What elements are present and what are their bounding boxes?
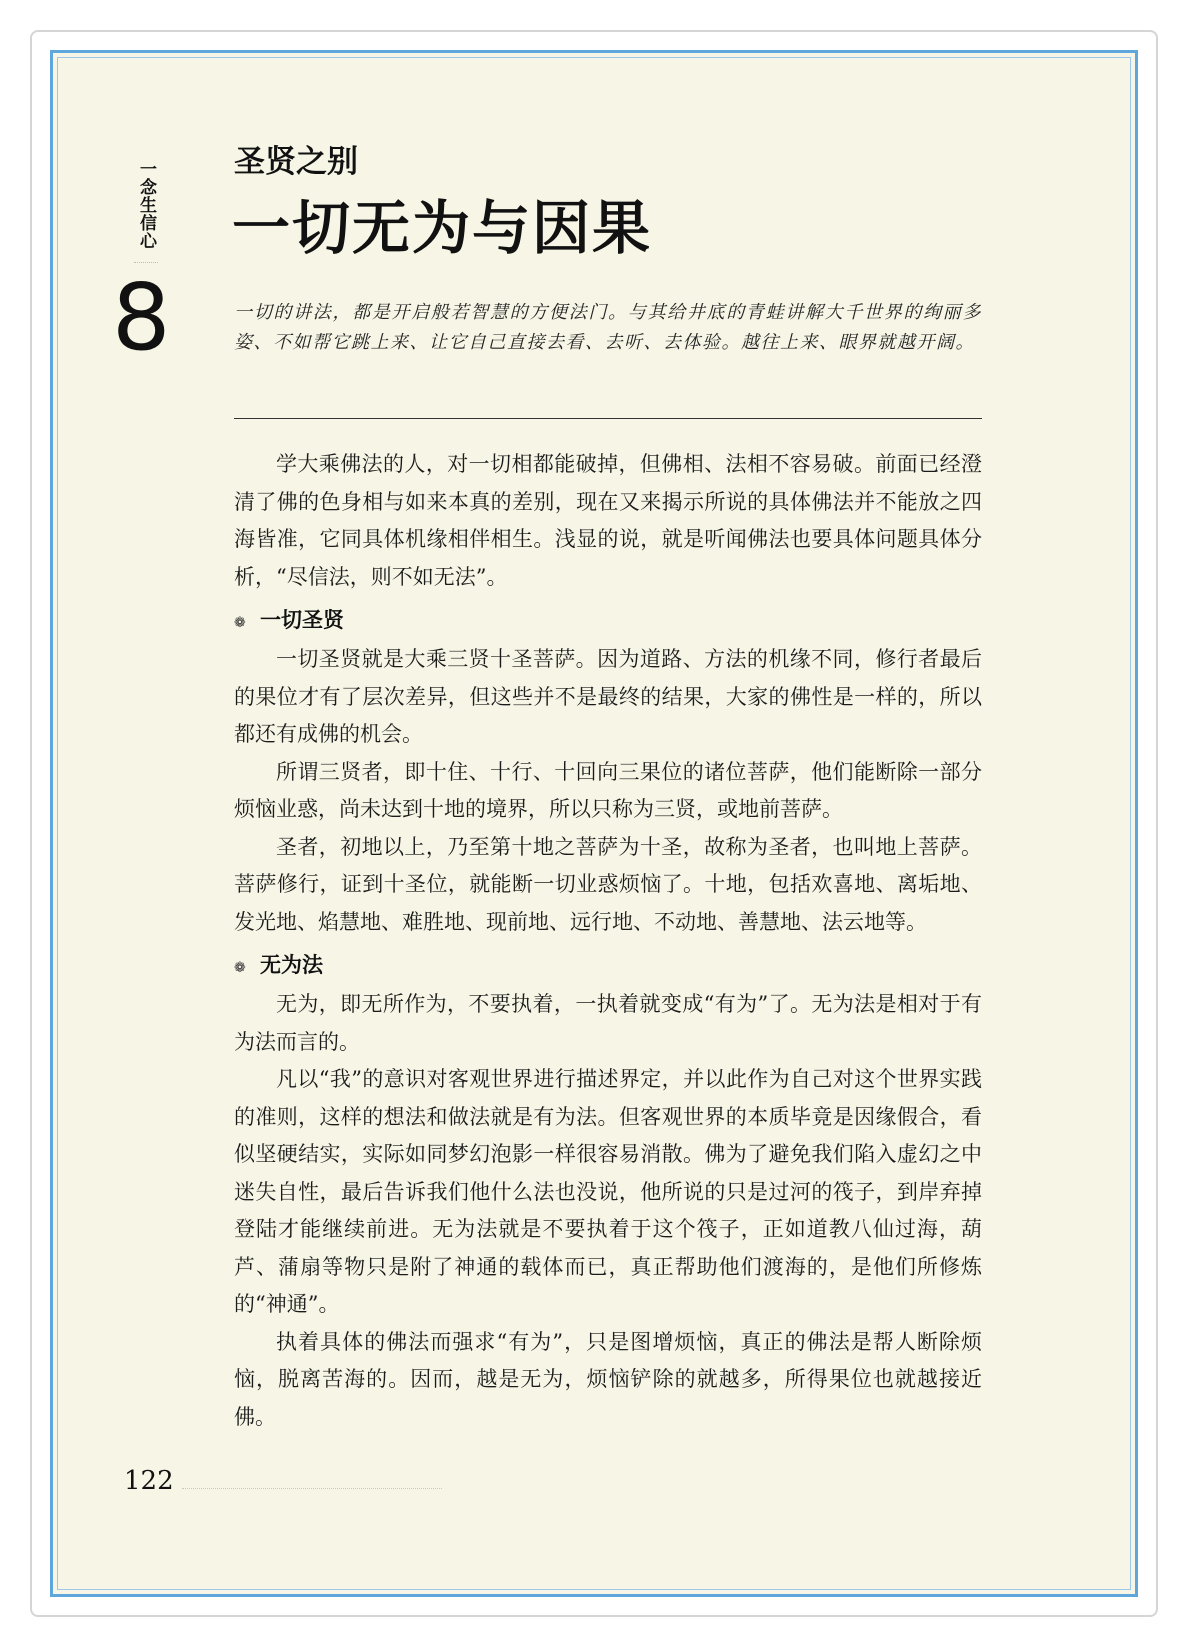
paragraph: 一切圣贤就是大乘三贤十圣菩萨。因为道路、方法的机缘不同，修行者最后的果位才有了层次差异，但这些并不是最终的结果，大家的佛性是一样的，所以都还有成佛的机会。 [234, 647, 982, 746]
page-title: 一切无为与因果 [232, 194, 653, 262]
chapter-number: 8 [112, 264, 171, 371]
paragraph: 无为，即无所作为，不要执着，一执着就变成“有为”了。无为法是相对于有为法而言的。 [234, 992, 982, 1054]
intro-paragraph: 一切的讲法，都是开启般若智慧的方便法门。与其给井底的青蛙讲解大千世界的绚丽多姿、不如帮它跳上来、让它自己直接去看、去听、去体验。越往上来、眼界就越开阔。 [234, 302, 982, 353]
paragraph: 执着具体的佛法而强求“有为”，只是图增烦恼，真正的佛法是帮人断除烦恼，脱离苦海的。因而，越是无为，烦恼铲除的就越多，所得果位也就越接近佛。 [234, 1329, 982, 1429]
paragraph: 圣者，初地以上，乃至第十地之菩萨为十圣，故称为圣者，也叫地上菩萨。菩萨修行，证到十圣位，就能断一切业惑烦恼了。十地，包括欢喜地、离垢地、发光地、焰慧地、难胜地、现前地、远行地、不动地、善慧地、法云地等。 [234, 834, 982, 934]
footer-dots [182, 1488, 442, 1489]
section-heading-label: 无为法 [260, 953, 323, 977]
paragraph: 所谓三贤者，即十住、十行、十回向三果位的诸位菩萨，他们能断除一部分烦恼业惑，尚未达到十地的境界，所以只称为三贤，或地前菩萨。 [234, 759, 982, 821]
page-number: 122 [124, 1466, 174, 1496]
divider-line [234, 418, 982, 419]
side-divider [134, 262, 158, 263]
flower-bullet-icon: ❁ [234, 960, 246, 976]
section-heading-label: 一切圣贤 [260, 608, 344, 632]
flower-bullet-icon: ❁ [234, 615, 246, 631]
running-title: 一念生信心 [136, 160, 156, 250]
paragraph: 学大乘佛法的人，对一切相都能破掉，但佛相、法相不容易破。前面已经澄清了佛的色身相与如来本真的差别，现在又来揭示所说的具体佛法并不能放之四海皆准，它同具体机缘相伴相生。浅显的说，就是听闻佛法也要具体问题具体分析，“尽信法，则不如无法”。 [234, 452, 982, 589]
body-text [234, 446, 982, 1436]
paragraph: 凡以“我”的意识对客观世界进行描述界定，并以此作为自己对这个世界实践的准则，这样的想法和做法就是有为法。但客观世界的本质毕竟是因缘假合，看似坚硬结实，实际如同梦幻泡影一样很容易消散。佛为了避免我们陷入虚幻之中迷失自性，最后告诉我们他什么法也没说，他所说的只是过河的筏子，到岸弃掉登陆才能继续前进。无为法就是不要执着于这个筏子，正如道教八仙过海，葫芦、蒲扇等物只是附了神通的载体而已，真正帮助他们渡海的，是他们所修炼的“神通”。 [234, 1067, 982, 1316]
section-heading [234, 602, 982, 641]
section-heading [234, 947, 982, 986]
section-subtitle: 圣贤之别 [234, 144, 358, 180]
